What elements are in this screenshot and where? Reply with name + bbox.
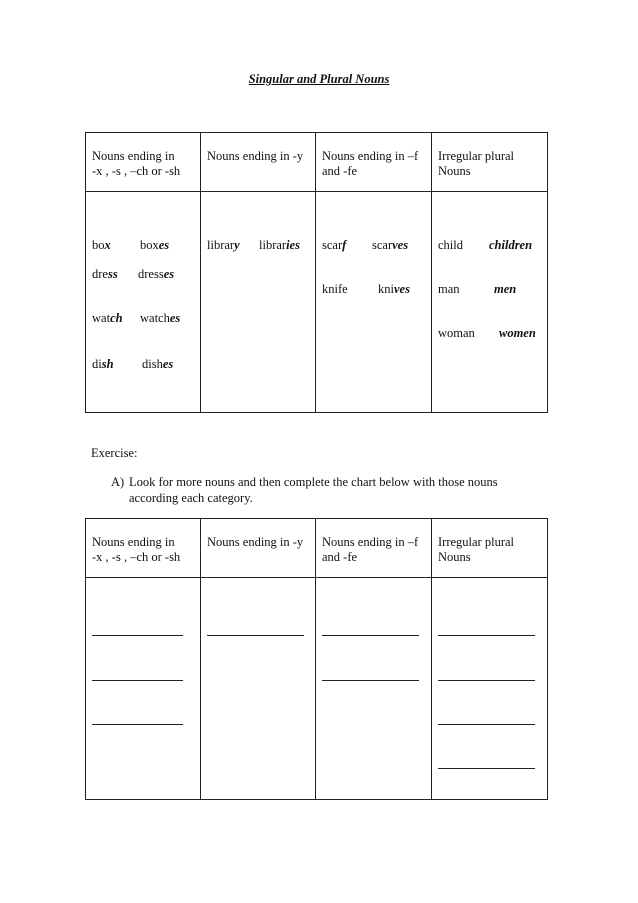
examples-cell-x-s-ch-sh xyxy=(86,192,201,413)
exercise-table xyxy=(85,518,548,800)
noun-pair-child xyxy=(438,238,533,253)
noun-pair-watch xyxy=(92,311,181,326)
singular-noun: knife xyxy=(322,282,348,296)
singular-noun: scarf xyxy=(322,238,347,252)
answer-blank-line[interactable] xyxy=(207,635,304,636)
exercise-label: Exercise: xyxy=(91,446,138,460)
noun-pair-scarf xyxy=(322,238,409,253)
examples-cell-y xyxy=(201,192,316,413)
singular-noun: woman xyxy=(438,326,475,340)
examples-cell-f-fe xyxy=(316,192,432,413)
answer-blank-line[interactable] xyxy=(92,635,183,636)
noun-pair-man xyxy=(438,282,517,297)
answer-blank-line[interactable] xyxy=(438,724,535,725)
answer-blank-line[interactable] xyxy=(322,680,419,681)
singular-noun: dress xyxy=(92,267,118,281)
header-cell-f-fe: Nouns ending in –f and -fe xyxy=(316,519,432,578)
answer-blank-line[interactable] xyxy=(438,768,535,769)
answer-cell-x-s-ch-sh xyxy=(86,578,201,800)
answer-cell-irregular xyxy=(432,578,548,800)
instruction-text: Look for more nouns and then complete the chart below with those nouns according each category. xyxy=(129,475,498,505)
plural-noun: dresses xyxy=(138,267,175,281)
answer-cell-f-fe xyxy=(316,578,432,800)
exercise-instruction xyxy=(111,474,531,506)
answer-row xyxy=(86,578,548,800)
examples-cell-irregular xyxy=(432,192,548,413)
singular-noun: child xyxy=(438,238,463,252)
header-row xyxy=(86,133,548,192)
page-title: Singular and Plural Nouns xyxy=(248,72,390,86)
plural-noun: boxes xyxy=(140,238,170,252)
plural-noun: women xyxy=(499,326,536,340)
singular-noun: watch xyxy=(92,311,123,325)
noun-pair-box xyxy=(92,238,170,253)
header-cell-x-s-ch-sh: Nouns ending in -x , -s , –ch or -sh xyxy=(86,519,201,578)
answer-blank-line[interactable] xyxy=(322,635,419,636)
noun-pair-woman xyxy=(438,326,536,341)
examples-row xyxy=(86,192,548,413)
answer-blank-line[interactable] xyxy=(92,724,183,725)
singular-noun: library xyxy=(207,238,240,252)
plural-noun: watches xyxy=(140,311,181,325)
plural-noun: children xyxy=(489,238,533,252)
singular-noun: dish xyxy=(92,357,114,371)
plural-noun: dishes xyxy=(142,357,174,371)
header-cell-irregular: Irregular plural Nouns xyxy=(432,519,548,578)
answer-blank-line[interactable] xyxy=(438,635,535,636)
singular-noun: box xyxy=(92,238,111,252)
singular-noun: man xyxy=(438,282,460,296)
header-cell-x-s-ch-sh: Nouns ending in -x , -s , –ch or -sh xyxy=(86,133,201,192)
header-cell-y: Nouns ending in -y xyxy=(201,519,316,578)
answer-blank-line[interactable] xyxy=(92,680,183,681)
noun-pair-dish xyxy=(92,357,174,372)
noun-pair-dress xyxy=(92,267,175,282)
header-cell-f-fe: Nouns ending in –f and -fe xyxy=(316,133,432,192)
instruction-letter: A) xyxy=(111,475,125,489)
header-cell-irregular: Irregular plural Nouns xyxy=(432,133,548,192)
examples-table xyxy=(85,132,548,413)
answer-cell-y xyxy=(201,578,316,800)
plural-noun: men xyxy=(494,282,517,296)
answer-blank-line[interactable] xyxy=(438,680,535,681)
header-row xyxy=(86,519,548,578)
plural-noun: knives xyxy=(378,282,410,296)
noun-pair-library xyxy=(207,238,300,253)
plural-noun: scarves xyxy=(372,238,409,252)
noun-pair-knife xyxy=(322,282,410,297)
header-cell-y: Nouns ending in -y xyxy=(201,133,316,192)
plural-noun: libraries xyxy=(259,238,300,252)
